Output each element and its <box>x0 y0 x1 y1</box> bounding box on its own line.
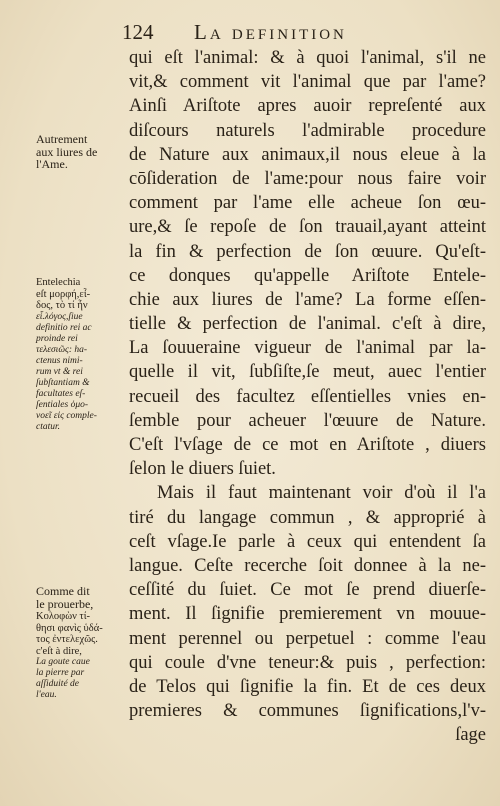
text-line: comment par l'ame elle acheue ſon œu- <box>129 193 486 214</box>
margin-note-line: l'eau. <box>36 690 57 700</box>
text-line: ure,& ſe repoſe de ſon trauail,ayant atteint <box>129 217 486 238</box>
margin-note-line: La goute caue <box>36 657 90 667</box>
margin-note-line: c'eſt à dire, <box>36 645 82 657</box>
margin-note-line: τος ἐντελεχῶς. <box>36 634 98 645</box>
margin-note-line: δος, τὸ τί ἦν <box>36 300 88 311</box>
margin-note-line: l'Ame. <box>36 157 68 171</box>
text-line: ment. Il ſignifie premierement vn mouue- <box>129 604 486 625</box>
text-line: ſage <box>455 725 486 746</box>
text-line: Ainſi Ariſtote apres auoir repreſenté aux <box>129 96 486 117</box>
margin-note-line: facultates eſ- <box>36 388 86 399</box>
text-line: ment perennel ou perpetuel : comme l'eau <box>129 628 486 649</box>
margin-note <box>36 585 126 701</box>
margin-note-line: eſt μορφή,εἶ- <box>36 288 91 300</box>
text-line: C'eſt l'vſage de ce mot en Ariſtote , diuers <box>129 435 486 455</box>
text-line: tiré du langage commun , & approprié à <box>129 507 486 528</box>
margin-note-line: ctatur. <box>36 421 61 432</box>
margin-note-line: Autrement <box>36 132 88 146</box>
text-line: de Nature aux animaux,il nous eleue à la <box>129 144 486 165</box>
text-line: La ſouueraine vigueur de l'animal par la- <box>129 338 486 359</box>
text-line: ce donques qu'appelle Ariſtote Entele- <box>129 265 486 286</box>
margin-note-line: εἶ.λόγος,ſiue <box>36 311 83 322</box>
margin-note <box>36 133 126 171</box>
margin-note-line: definitio rei ac <box>36 322 92 333</box>
text-line: cōſideration de l'ame:pour nous faire voir <box>129 168 486 189</box>
page-number: 124 <box>122 20 154 44</box>
text-line: Mais il faut maintenant voir d'où il l'a <box>157 483 486 504</box>
margin-note-line: aſſiduité de <box>36 679 80 689</box>
page-header <box>122 20 486 46</box>
margin-note-line: aux liures de <box>36 144 98 159</box>
margin-note-line: νοεῖ εἰς comple- <box>36 410 97 421</box>
margin-note-line: Comme dit <box>36 584 90 598</box>
text-line: la fin & perfection de ſon œuure. Qu'eſt- <box>129 241 486 262</box>
text-line: tielle & perfection de l'animal. c'eſt à dire, <box>129 314 486 335</box>
running-title: La definition <box>194 20 347 44</box>
text-line: diſcours naturels l'admirable procedure <box>129 120 486 141</box>
margin-note-line: rum vt & rei <box>36 366 83 377</box>
margin-note-line: Κολοφὼν τί- <box>36 611 91 622</box>
margin-note-line: la pierre par <box>36 668 85 678</box>
text-line: ceſt vſage.Ie parle à ceux qui entendent ſa <box>129 531 486 552</box>
text-line: chie aux liures de l'ame? La forme eſſen- <box>129 289 486 310</box>
text-line: qui coule d'vne teneur:& puis , perfection: <box>129 652 486 673</box>
margin-note-line: ſubſtantiam & <box>36 377 90 388</box>
text-line: ſelon le diuers ſuiet. <box>129 459 276 480</box>
margin-note-line: ctenus nimi- <box>36 355 83 366</box>
margin-note-line: proinde rei <box>36 333 78 344</box>
margin-note-line: Entelechia <box>36 277 81 288</box>
text-line: vit,& comment vit l'animal que par l'ame? <box>129 72 486 93</box>
margin-note-line: τελεσιῶς: ha- <box>36 344 88 355</box>
text-line: de Telos qui ſignifie la fin. Et de ces deux <box>129 676 486 697</box>
margin-note-line: ſentiales ὁμο- <box>36 399 88 410</box>
text-line: quelle il vit, ſubſiſte,ſe meut, auec l'entier <box>129 362 486 383</box>
margin-note <box>36 277 126 433</box>
text-line: qui eſt l'animal: & à quoi l'animal, s'il ne <box>129 48 486 68</box>
text-line: premieres & communes ſignifications,l'v- <box>129 701 486 722</box>
margin-note-line: le prouerbe, <box>36 597 94 611</box>
main-text-block <box>129 46 486 747</box>
margin-note-line: θησι φανὶς ὑδά- <box>36 622 103 634</box>
text-line: ſemble pour acheuer l'œuure de Nature. <box>129 410 486 431</box>
text-line: ceſſité du ſuiet. Ce mot ſe prend diuerſe- <box>129 580 486 601</box>
text-line: langue. Ceſte recerche ſoit donnee à la ne- <box>129 555 486 576</box>
text-line: recueil des facultez eſſentielles vnies en- <box>129 386 486 407</box>
